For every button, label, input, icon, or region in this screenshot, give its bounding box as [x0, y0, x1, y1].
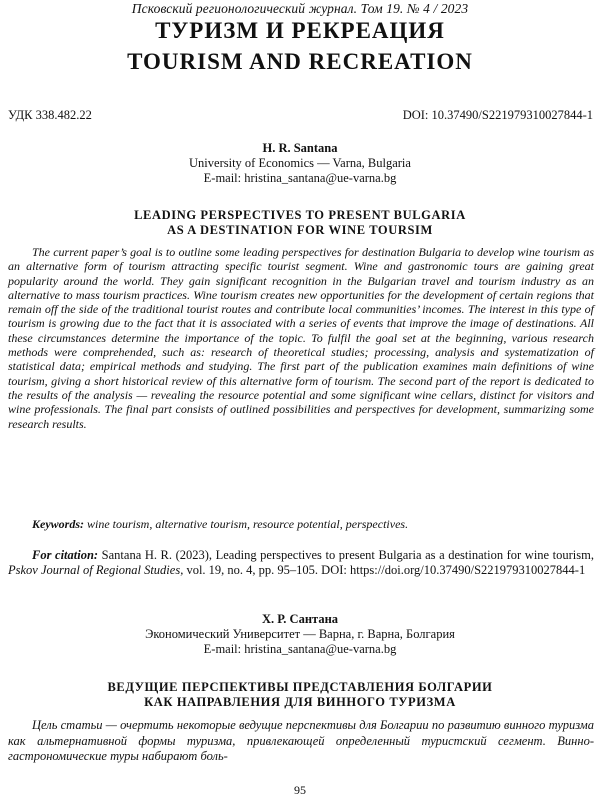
abstract-en: The current paper’s goal is to outline some leading perspectives for destination Bulgaria to develop wine tourism as an alternative form of tourism attracting specific tourist segment. Wine and gastronomic tours are gaining great popularity around the world. They gain significant recognition in the Bulgarian travel and tourism industry as an alternative to mass tourism practices. Wine tourism creates new opportunities for the development of certain regions that remain off the side of the traditional tourist routes and contribute local communities’ incomes. The interest in this type of tourism is growing due to the fact that it is associated with a series of events that improve the image of destinations. All these circumstances determine the importance of the topic. To fulfil the goal set at the beginning, various research methods were comprehended, such as: research of theoretical studies; processing, analysis and systematization of statistical data; empirical methods and studying. The first part of the publication examines main definitions of wine tourism, giving a short historical review of this alternative form of tourism. The second part of the report is dedicated to the results of the analysis — revealing the resource potential and some significant wine cellars, distinct for visitors and wine professionals. The final part consists of outlined possibilities and perspectives for development, summarizing some research results. — [8, 245, 594, 431]
author-block-en — [0, 141, 600, 186]
keywords-text: wine tourism, alternative tourism, resource potential, perspectives. — [87, 517, 409, 531]
citation-label: For citation: — [32, 548, 99, 562]
article-title-ru-line1: ВЕДУЩИЕ ПЕРСПЕКТИВЫ ПРЕДСТАВЛЕНИЯ БОЛГАРИИ — [107, 680, 493, 694]
citation-journal: Pskov Journal of Regional Studies, — [8, 563, 184, 577]
author-name-en: H. R. Santana — [262, 141, 338, 155]
article-title-en-line1: LEADING PERSPECTIVES TO PRESENT BULGARIA — [134, 208, 466, 222]
udc-code: УДК 338.482.22 — [8, 108, 92, 122]
citation-text-before: Santana H. R. (2023), Leading perspectives to present Bulgaria as a destination for wine tourism, — [101, 548, 594, 562]
author-name-ru: Х. Р. Сантана — [261, 612, 339, 626]
author-affiliation-en: University of Economics — Varna, Bulgaria — [189, 156, 411, 170]
author-email-ru[interactable]: E-mail: hristina_santana@ue-varna.bg — [203, 642, 397, 656]
author-affiliation-ru: Экономический Университет — Варна, г. Варна, Болгария — [145, 627, 455, 641]
citation-text-after: vol. 19, no. 4, pp. 95–105. DOI: https://doi.org/10.37490/S221979310027844-1 — [186, 563, 586, 577]
article-title-en-line2: AS A DESTINATION FOR WINE TOURSIM — [167, 223, 433, 237]
article-title-en — [0, 208, 600, 238]
meta-row — [8, 108, 593, 123]
abstract-ru: Цель статьи — очертить некоторые ведущие перспективы для Болгарии по развитию винного туризма как альтернативной формы туризма, привлекающей определенный туристский сегмент. Винно-гастрономические туры набирают боль- — [8, 718, 594, 763]
author-block-ru — [0, 612, 600, 657]
journal-header: Псковский регионологический журнал. Том 19. № 4 / 2023 — [131, 1, 469, 16]
keywords-label: Keywords: — [32, 517, 84, 531]
citation — [8, 548, 594, 578]
keywords — [8, 517, 594, 531]
doi[interactable]: DOI: 10.37490/S221979310027844-1 — [402, 108, 593, 122]
section-title-ru: ТУРИЗМ И РЕКРЕАЦИЯ — [155, 18, 445, 43]
article-title-ru — [0, 680, 600, 710]
section-title-en: TOURISM AND RECREATION — [127, 49, 473, 74]
author-email-en[interactable]: E-mail: hristina_santana@ue-varna.bg — [203, 171, 397, 185]
page-number: 95 — [294, 783, 306, 797]
article-title-ru-line2: КАК НАПРАВЛЕНИЯ ДЛЯ ВИННОГО ТУРИЗМА — [144, 695, 456, 709]
